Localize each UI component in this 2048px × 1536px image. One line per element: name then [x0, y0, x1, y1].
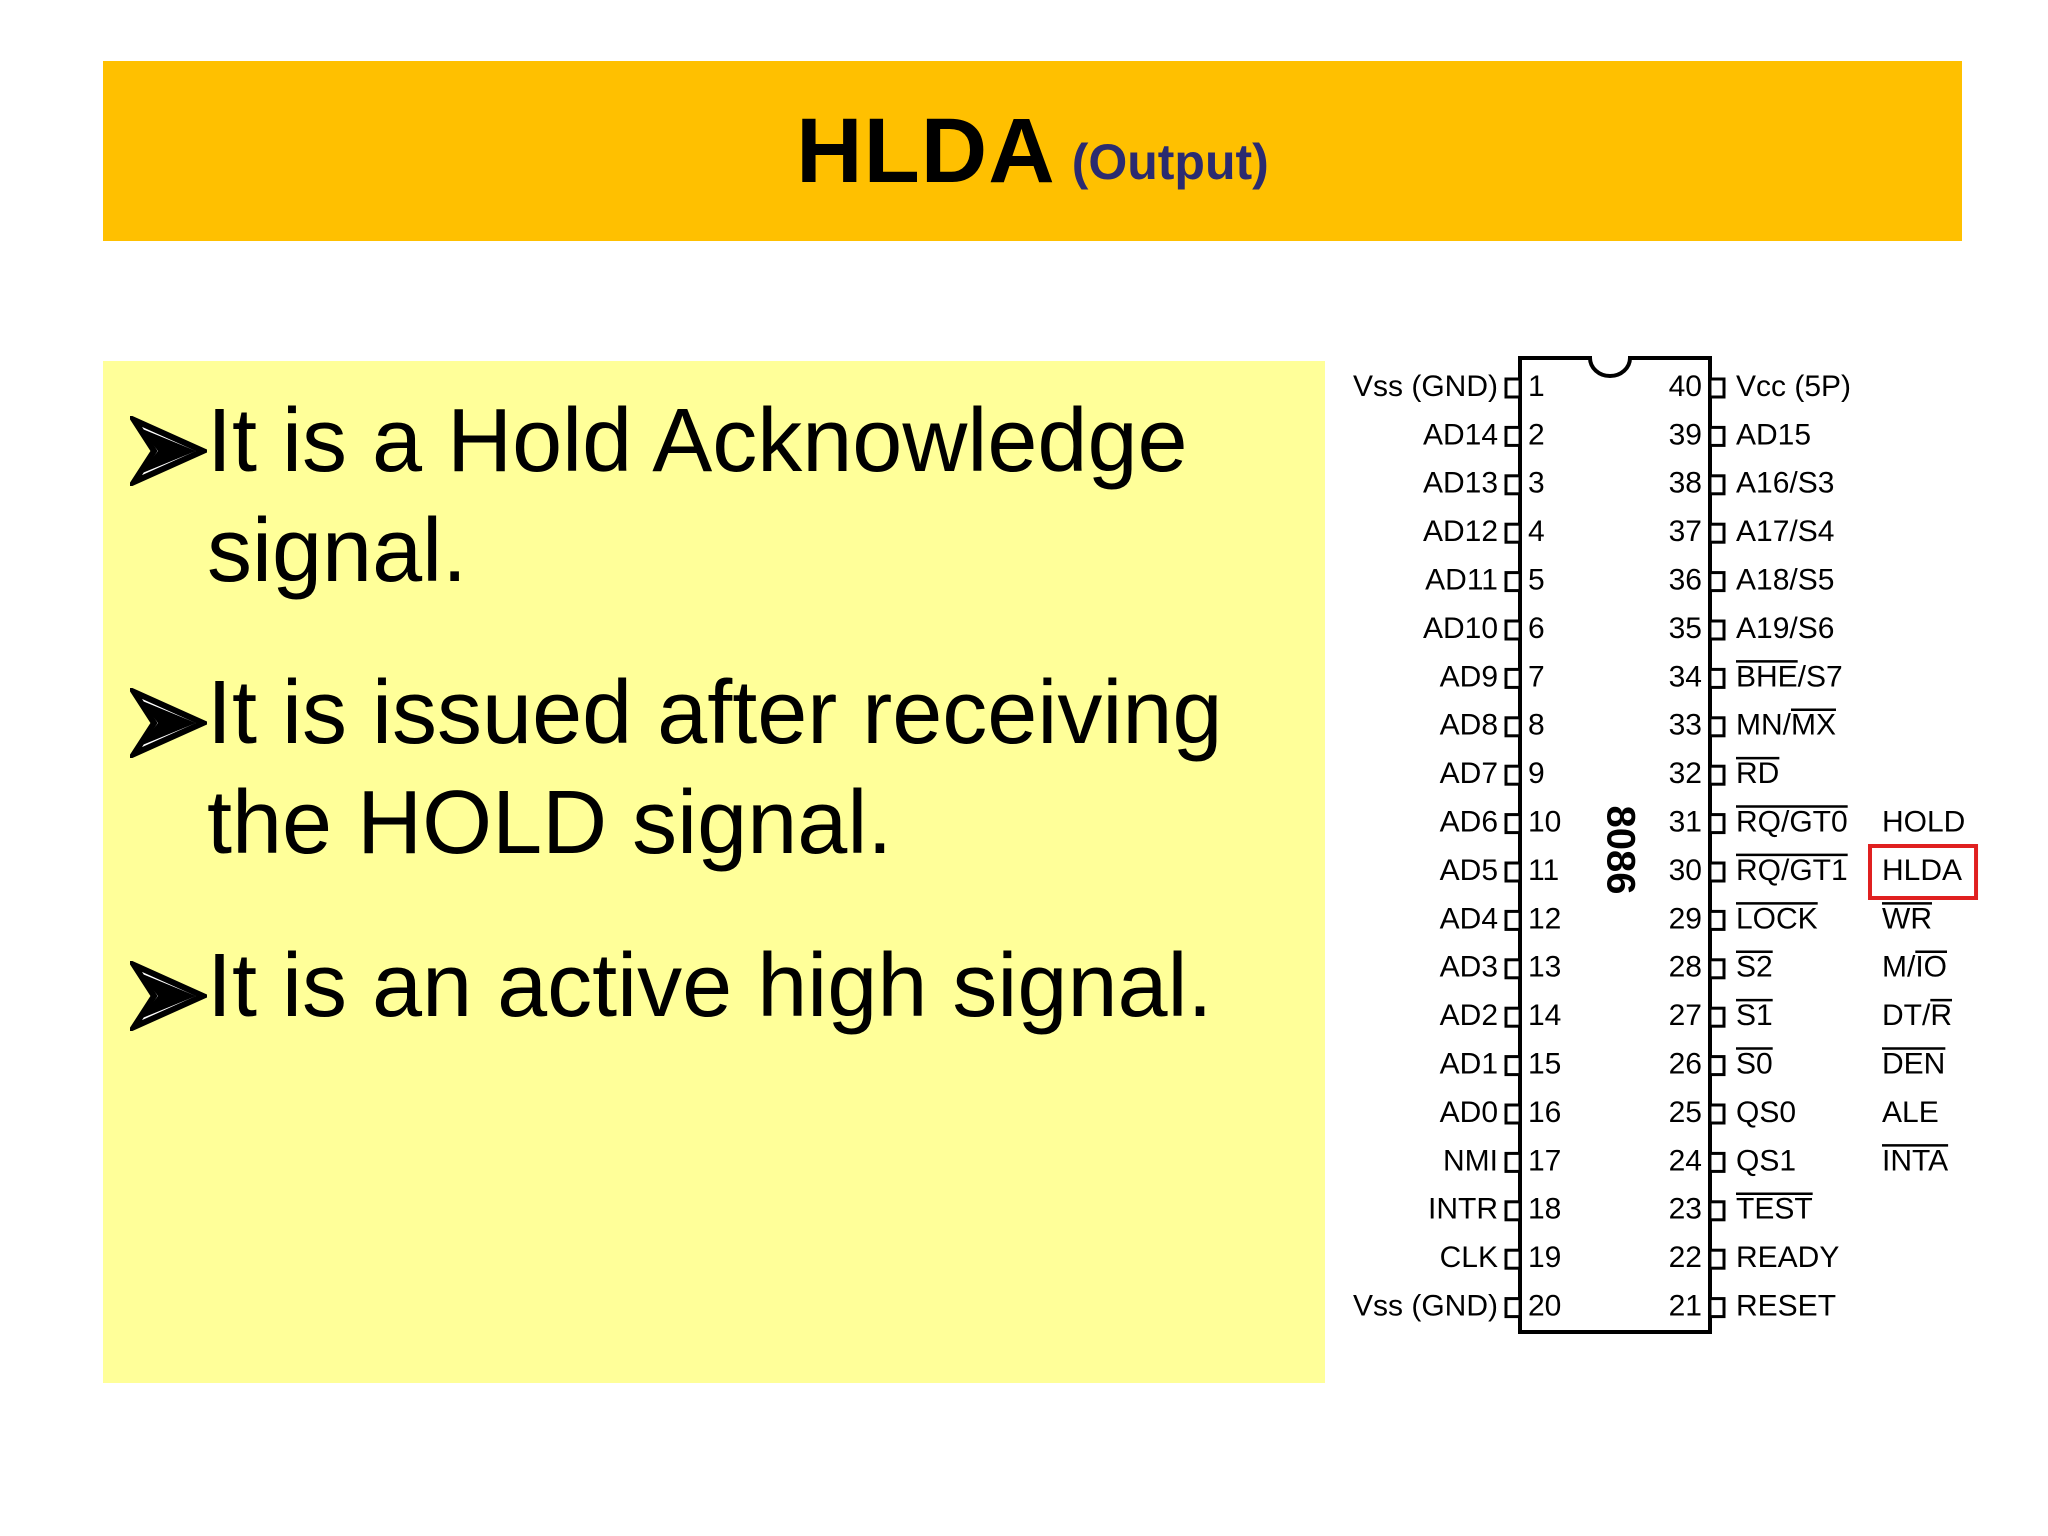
pin-alt-label: HOLD [1882, 805, 1966, 839]
pin-stub [1710, 960, 1724, 978]
pin-alt-label: INTA [1882, 1144, 1949, 1178]
pin-label: BHE/S7 [1736, 660, 1843, 694]
pin-number: 4 [1528, 515, 1545, 549]
pin-label: S0 [1736, 1047, 1773, 1081]
pin-label: QS1 [1736, 1144, 1797, 1178]
pin-label: RQ/GT1 [1736, 853, 1848, 887]
pin-stub [1506, 1202, 1520, 1220]
pin-number: 14 [1528, 999, 1562, 1033]
bullet-item [103, 931, 1325, 1041]
pin-number: 28 [1668, 950, 1702, 984]
pin-alt-label: ALE [1882, 1095, 1939, 1129]
pin-label: NMI [1443, 1144, 1498, 1178]
pin-stub [1710, 669, 1724, 687]
title-bar [103, 61, 1962, 241]
pin-number: 39 [1668, 418, 1702, 452]
bullet-text: It is a Hold Acknowledge signal. [207, 391, 1188, 601]
pin-number: 32 [1668, 757, 1702, 791]
pin-number: 17 [1528, 1144, 1562, 1178]
pin-number: 38 [1668, 466, 1702, 500]
pin-number: 27 [1668, 999, 1702, 1033]
pin-stub [1710, 911, 1724, 929]
pin-number: 12 [1528, 902, 1562, 936]
pin-label: MN/MX [1736, 708, 1836, 742]
pin-stub [1710, 766, 1724, 784]
pin-label: INTR [1428, 1192, 1498, 1226]
bullet-item [103, 386, 1325, 606]
pin-stub [1710, 621, 1724, 639]
pin-label: AD6 [1439, 805, 1498, 839]
pin-label: A19/S6 [1736, 611, 1835, 645]
pin-number: 3 [1528, 466, 1545, 500]
pin-stub [1506, 815, 1520, 833]
bullet-text: It is issued after receiving the HOLD signal. [207, 663, 1223, 873]
pin-number: 1 [1528, 369, 1545, 403]
pin-stub [1506, 960, 1520, 978]
pin-label: AD5 [1439, 853, 1498, 887]
pin-label: AD7 [1439, 757, 1498, 791]
pin-number: 37 [1668, 515, 1702, 549]
pin-number: 19 [1528, 1241, 1562, 1275]
pin-alt-label: HLDA [1882, 853, 1963, 887]
pin-stub [1506, 1057, 1520, 1075]
pin-number: 13 [1528, 950, 1562, 984]
pin-stub [1506, 863, 1520, 881]
pin-number: 31 [1668, 805, 1702, 839]
pin-label: AD13 [1422, 466, 1498, 500]
pin-number: 16 [1528, 1095, 1562, 1129]
pin-number: 20 [1528, 1289, 1562, 1323]
pin-stub [1710, 1153, 1724, 1171]
pin-stub [1506, 766, 1520, 784]
pin-stub [1506, 379, 1520, 397]
pinout-diagram-8086 [1330, 340, 2030, 1360]
pin-stub [1506, 718, 1520, 736]
pin-label: S2 [1736, 950, 1773, 984]
pin-alt-label: DT/R [1882, 999, 1952, 1033]
pin-label: AD2 [1439, 999, 1498, 1033]
pin-stub [1506, 911, 1520, 929]
arrow-bullet-icon [130, 961, 207, 1031]
pin-number: 21 [1668, 1289, 1702, 1323]
pin-number: 7 [1528, 660, 1545, 694]
arrow-bullet-icon [130, 688, 207, 758]
pin-label: Vcc (5P) [1736, 369, 1852, 403]
bullet-item [103, 658, 1325, 878]
pin-stub [1710, 863, 1724, 881]
pin-label: AD10 [1422, 611, 1498, 645]
pin-stub [1710, 1202, 1724, 1220]
pin-number: 36 [1668, 563, 1702, 597]
bullet-text: It is an active high signal. [207, 936, 1213, 1036]
pin-stub [1710, 1008, 1724, 1026]
pin-stub [1710, 1105, 1724, 1123]
pin-label: AD4 [1439, 902, 1498, 936]
pin-stub [1710, 1250, 1724, 1268]
pin-alt-label: WR [1882, 902, 1932, 936]
pin-stub [1506, 573, 1520, 591]
pin-label: LOCK [1736, 902, 1818, 936]
pin-stub [1506, 669, 1520, 687]
pin-stub [1506, 1153, 1520, 1171]
pin-label: Vss (GND) [1353, 369, 1498, 403]
pin-label: AD15 [1736, 418, 1812, 452]
pin-stub [1506, 1008, 1520, 1026]
pin-stub [1710, 573, 1724, 591]
pin-label: A18/S5 [1736, 563, 1835, 597]
pin-stub [1506, 476, 1520, 494]
slide-subtitle: (Output) [1071, 134, 1269, 190]
pin-number: 11 [1528, 853, 1560, 887]
pin-number: 26 [1668, 1047, 1702, 1081]
pin-label: RD [1736, 757, 1780, 791]
pin-number: 24 [1668, 1144, 1702, 1178]
pin-label: READY [1736, 1241, 1840, 1275]
pin-stub [1506, 427, 1520, 445]
pin-number: 18 [1528, 1192, 1562, 1226]
pin-stub [1506, 1105, 1520, 1123]
pin-alt-label: DEN [1882, 1047, 1946, 1081]
pin-label: S1 [1736, 999, 1773, 1033]
pin-number: 10 [1528, 805, 1562, 839]
pin-stub [1710, 718, 1724, 736]
pin-stub [1710, 524, 1724, 542]
pin-number: 23 [1668, 1192, 1702, 1226]
pin-stub [1710, 1057, 1724, 1075]
pin-number: 6 [1528, 611, 1545, 645]
pin-number: 5 [1528, 563, 1545, 597]
pin-stub [1506, 1250, 1520, 1268]
pin-label: Vss (GND) [1353, 1289, 1498, 1323]
arrow-bullet-icon [130, 416, 207, 486]
pin-stub [1710, 815, 1724, 833]
chip-name: 8086 [1598, 805, 1643, 895]
pin-label: AD0 [1439, 1095, 1498, 1129]
pin-stub [1506, 524, 1520, 542]
pin-number: 2 [1528, 418, 1545, 452]
pin-number: 40 [1668, 369, 1702, 403]
pin-label: TEST [1736, 1192, 1813, 1226]
pin-label: AD8 [1439, 708, 1498, 742]
pin-stub [1710, 1299, 1724, 1317]
pin-number: 8 [1528, 708, 1545, 742]
pin-number: 25 [1668, 1095, 1702, 1129]
pin-number: 30 [1668, 853, 1702, 887]
pin-stub [1710, 427, 1724, 445]
pin-label: AD11 [1425, 563, 1498, 597]
pin-number: 34 [1668, 660, 1702, 694]
pin-label: A16/S3 [1736, 466, 1835, 500]
pin-number: 15 [1528, 1047, 1562, 1081]
pin-label: AD9 [1439, 660, 1498, 694]
pin-label: AD12 [1422, 515, 1498, 549]
pin-label: AD14 [1422, 418, 1498, 452]
pin-number: 9 [1528, 757, 1545, 791]
pin-label: RQ/GT0 [1736, 805, 1848, 839]
pin-number: 22 [1668, 1241, 1702, 1275]
pin-label: CLK [1439, 1241, 1498, 1275]
pin-label: AD1 [1439, 1047, 1498, 1081]
pin-label: QS0 [1736, 1095, 1797, 1129]
pin-alt-label: M/IO [1882, 950, 1947, 984]
pin-stub [1506, 621, 1520, 639]
pin-number: 33 [1668, 708, 1702, 742]
pin-label: AD3 [1439, 950, 1498, 984]
bullet-panel [103, 361, 1325, 1383]
pin-stub [1506, 1299, 1520, 1317]
pin-number: 35 [1668, 611, 1702, 645]
slide-title: HLDA [796, 99, 1056, 202]
pin-label: A17/S4 [1736, 515, 1835, 549]
pin-number: 29 [1668, 902, 1702, 936]
pin-label: RESET [1736, 1289, 1837, 1323]
pin-stub [1710, 476, 1724, 494]
pin-stub [1710, 379, 1724, 397]
